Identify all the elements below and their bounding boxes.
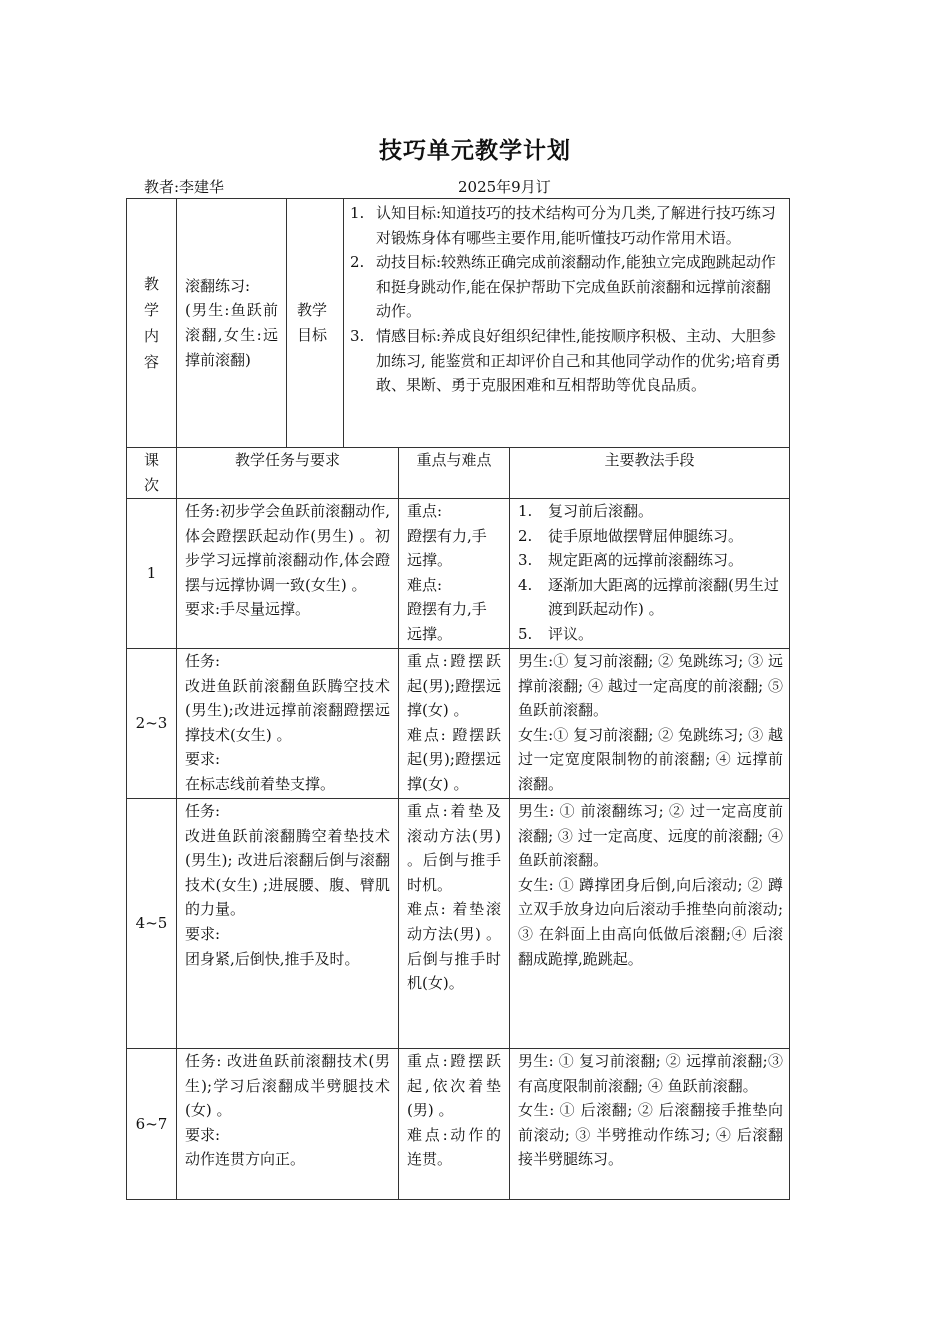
- document-title: 技巧单元教学计划: [379, 138, 571, 164]
- lesson-method: 男生:① 复习前滚翻; ② 兔跳练习; ③ 远撑前滚翻; ④ 越过一定高度的前滚翻; ⑤ 鱼跃前滚翻。 女生:① 复习前滚翻; ② 兔跳练习; ③ 越过一定宽度限制物的前滚翻; ④ 远撑前滚翻。: [510, 649, 790, 799]
- lesson-method: 男生: ① 前滚翻练习; ② 过一定高度前滚翻; ③ 过一定高度、远度的前滚翻; ④ 鱼跃前滚翻。 女生: ① 蹲撑团身后倒,向后滚动; ② 蹲立双手放身边向后滚动手推垫向前滚动; ③ 在斜面上由高向低做后滚翻;④ 后滚翻成跪撑,跪跳起。: [510, 799, 790, 1049]
- content-label-cell: [127, 199, 177, 448]
- method-item: 2. 徒手原地做摆臂屈伸腿练习。: [518, 526, 744, 545]
- goal-item: 1. 认知目标:知道技巧的技术结构可分为几类,了解进行技巧练习对锻炼身体有哪些主要作用,能听懂技巧动作常用术语。: [350, 204, 776, 247]
- lesson-key: 重点:着垫及滚动方法(男) 。后倒与推手时机。 难点: 着垫滚动方法(男) 。后倒与推手时机(女)。: [399, 799, 510, 1049]
- lesson-key: 重点:蹬摆跃起,依次着垫(男) 。 难点:动作的连贯。: [399, 1049, 510, 1200]
- method-item: 3. 规定距离的远撑前滚翻练习。: [518, 551, 744, 570]
- lesson-task: 任务:初步学会鱼跃前滚翻动作,体会蹬摆跃起动作(男生) 。初步学习远撑前滚翻动作,体会蹬摆与远撑协调一致(女生) 。 要求:手尽量远撑。: [177, 499, 399, 649]
- header-task: 教学任务与要求: [177, 448, 399, 499]
- content-line: (男生:鱼跃前滚翻,女生:远撑前滚翻): [185, 301, 278, 369]
- lesson-key: 重点: 蹬摆有力,手远撑。 难点: 蹬摆有力,手远撑。: [399, 499, 510, 649]
- goal-item: 2. 动技目标:较熟练正确完成前滚翻动作,能独立完成跑跳起动作和挺身跳动作,能在保护帮助下完成鱼跃前滚翻和远撑前滚翻动作。: [350, 253, 776, 321]
- lesson-method: 男生: ① 复习前滚翻; ② 远撑前滚翻;③ 有高度限制前滚翻; ④ 鱼跃前滚翻。 女生: ① 后滚翻; ② 后滚翻接手推垫向前滚动; ③ 半劈推动作练习; ④ 后滚翻接半劈腿练习。: [510, 1049, 790, 1200]
- lesson-task: 任务: 改进鱼跃前滚翻腾空着垫技术(男生); 改进后滚翻后倒与滚翻技术(女生) ;进展腰、腹、臂肌的力量。 要求: 团身紧,后倒快,推手及时。: [177, 799, 399, 1049]
- lesson-number: 1: [127, 499, 177, 649]
- lesson-method: [510, 499, 790, 649]
- lesson-number: 6~7: [127, 1049, 177, 1200]
- lesson-task: 任务: 改进鱼跃前滚翻鱼跃腾空技术(男生);改进远撑前滚翻蹬摆远撑技术(女生) 。 要求: 在标志线前着垫支撑。: [177, 649, 399, 799]
- header-lesson: 课次: [127, 448, 177, 499]
- lesson-row: [127, 1049, 790, 1200]
- goals-cell: [344, 199, 790, 448]
- content-text-cell: [177, 199, 287, 448]
- lesson-key: 重点:蹬摆跃起(男);蹬摆远撑(女) 。 难点: 蹬摆跃起(男);蹬摆远撑(女) 。: [399, 649, 510, 799]
- goal-item: 3. 情感目标:养成良好组织纪律性,能按顺序积极、主动、大胆参加练习, 能鉴赏和正却评价自己和其他同学动作的优劣;培育勇敢、果断、勇于克服困难和互相帮助等优良品质。: [350, 326, 781, 395]
- method-item: 5. 评议。: [518, 624, 594, 643]
- plan-date: 2025年9月订: [458, 178, 551, 196]
- lesson-row: [127, 799, 790, 1049]
- lesson-row: [127, 499, 790, 649]
- content-row: [127, 199, 790, 448]
- header-row: [127, 448, 790, 499]
- goals-label-cell: [287, 199, 344, 448]
- method-item: 1. 复习前后滚翻。: [518, 502, 654, 520]
- lesson-number: 2~3: [127, 649, 177, 799]
- lesson-task: 任务: 改进鱼跃前滚翻技术(男生);学习后滚翻成半劈腿技术(女) 。 要求: 动作连贯方向正。: [177, 1049, 399, 1200]
- header-key: 重点与难点: [399, 448, 510, 499]
- teacher-name: 教者:李建华: [144, 178, 225, 196]
- content-line: 滚翻练习:: [185, 276, 251, 295]
- plan-table: [126, 198, 790, 1200]
- lesson-row: [127, 649, 790, 799]
- content-label: 教学内容: [143, 275, 159, 371]
- goals-label: 教学目标: [297, 301, 328, 344]
- header-method: 主要教法手段: [510, 448, 790, 499]
- lesson-number: 4~5: [127, 799, 177, 1049]
- method-item: 4. 逐渐加大距离的远撑前滚翻(男生过渡到跃起动作) 。: [518, 575, 779, 619]
